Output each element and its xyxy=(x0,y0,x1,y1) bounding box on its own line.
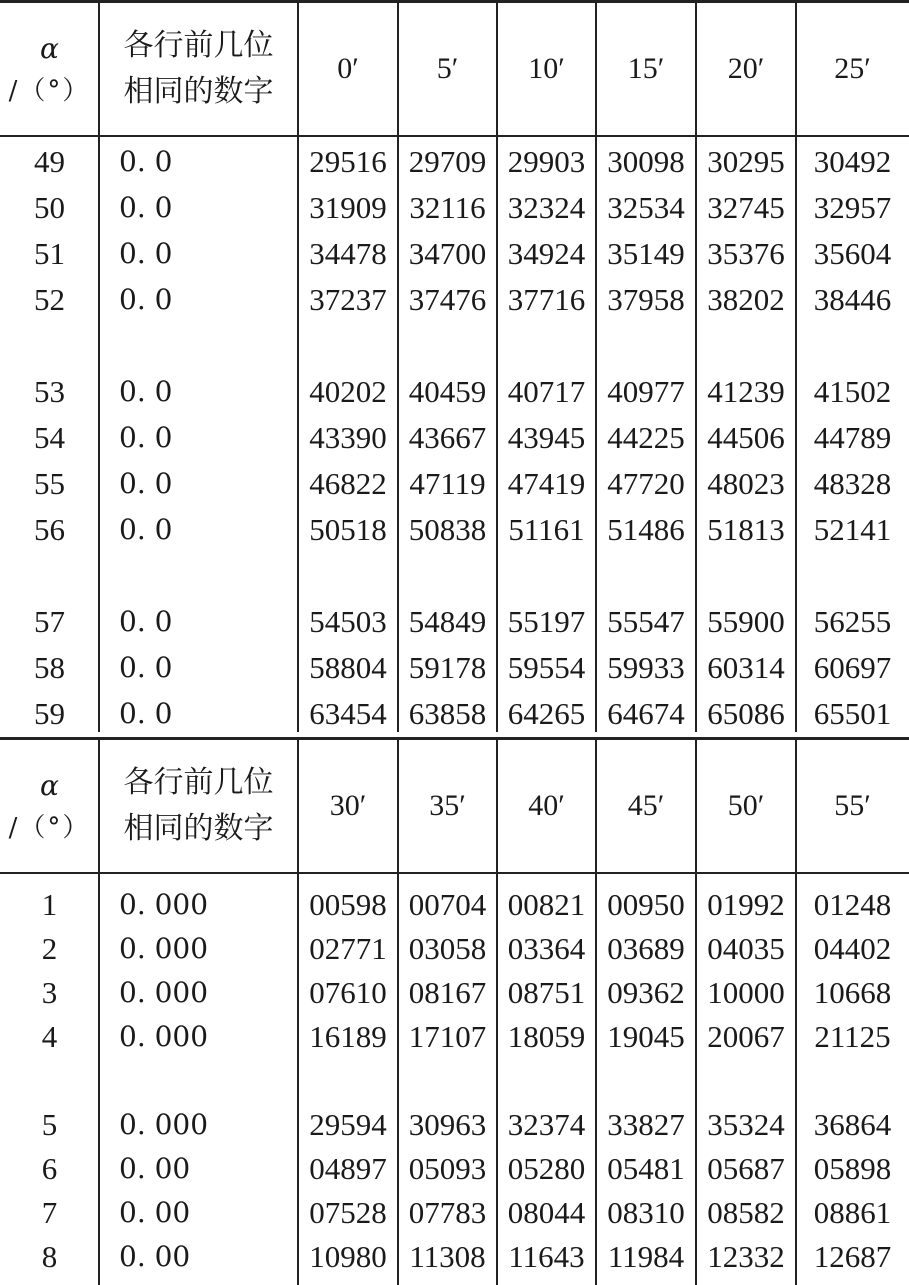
value-cell: 48023 xyxy=(707,466,785,501)
header-prefix xyxy=(99,740,298,872)
value-cell: 38202 xyxy=(707,282,785,317)
common-prefix: 0. 000 xyxy=(119,1108,209,1141)
header-minute: 35′ xyxy=(429,789,466,822)
header-prefix-line2: 相同的数字 xyxy=(123,811,274,846)
table-row xyxy=(0,507,909,553)
value-cell: 08044 xyxy=(507,1195,586,1230)
value-cell: 34924 xyxy=(507,236,586,271)
value-cell: 37958 xyxy=(607,282,685,317)
value-cell: 54849 xyxy=(408,604,487,639)
table-row xyxy=(0,599,909,645)
value-cell: 36864 xyxy=(813,1107,892,1142)
value-cell: 44506 xyxy=(707,420,785,455)
value-cell: 04402 xyxy=(813,931,892,966)
value-cell: 03058 xyxy=(408,931,487,966)
value-cell: 03689 xyxy=(607,931,685,966)
common-prefix: 0. 000 xyxy=(119,888,209,921)
value-cell: 56255 xyxy=(813,604,892,639)
value-cell: 59933 xyxy=(607,650,685,685)
value-cell: 07528 xyxy=(309,1195,387,1230)
angle-degree: 59 xyxy=(34,696,65,731)
value-cell: 05280 xyxy=(507,1151,586,1186)
value-cell: 50838 xyxy=(408,512,487,547)
value-cell: 32374 xyxy=(507,1107,586,1142)
value-cell: 60697 xyxy=(813,650,892,685)
table-row xyxy=(0,1014,909,1060)
value-cell: 08861 xyxy=(813,1195,892,1230)
table-row xyxy=(0,277,909,323)
value-cell: 07783 xyxy=(408,1195,487,1230)
value-cell: 65086 xyxy=(707,696,785,731)
value-cell: 37237 xyxy=(309,282,387,317)
value-cell: 30098 xyxy=(607,144,685,179)
value-cell: 32534 xyxy=(607,190,685,225)
common-prefix: 0. 000 xyxy=(119,976,209,1009)
value-cell: 29594 xyxy=(309,1107,387,1142)
value-cell: 46822 xyxy=(309,466,387,501)
value-cell: 00598 xyxy=(309,887,387,922)
value-cell: 54503 xyxy=(309,604,387,639)
header-minute: 50′ xyxy=(727,789,765,822)
value-cell: 41502 xyxy=(813,374,892,409)
value-cell: 10668 xyxy=(813,975,892,1010)
header-alpha-unit: /（°） xyxy=(8,76,91,106)
angle-degree: 6 xyxy=(41,1151,58,1186)
value-cell: 12332 xyxy=(707,1239,785,1274)
header-minute: 5′ xyxy=(436,52,459,85)
angle-degree: 5 xyxy=(41,1107,58,1142)
value-cell: 05481 xyxy=(607,1151,685,1186)
angle-degree: 2 xyxy=(41,931,58,966)
value-cell: 47720 xyxy=(607,466,685,501)
common-prefix: 0. 000 xyxy=(119,932,209,965)
value-cell: 35324 xyxy=(707,1107,785,1142)
value-cell: 43945 xyxy=(507,420,586,455)
header-minute: 55′ xyxy=(834,789,871,822)
common-prefix: 0. 0 xyxy=(119,421,173,454)
value-cell: 60314 xyxy=(707,650,785,685)
value-cell: 01248 xyxy=(813,887,892,922)
header-angle xyxy=(0,3,99,135)
value-cell: 35376 xyxy=(707,236,785,271)
value-cell: 30492 xyxy=(813,144,892,179)
angle-degree: 55 xyxy=(34,466,65,501)
table-row xyxy=(0,645,909,691)
value-cell: 02771 xyxy=(309,931,387,966)
value-cell: 58804 xyxy=(309,650,387,685)
value-cell: 34700 xyxy=(408,236,487,271)
value-cell: 40459 xyxy=(408,374,487,409)
value-cell: 17107 xyxy=(408,1019,487,1054)
common-prefix: 0. 00 xyxy=(119,1152,191,1185)
value-cell: 44225 xyxy=(607,420,685,455)
table-row xyxy=(0,415,909,461)
header-minute: 0′ xyxy=(337,52,359,85)
common-prefix: 0. 00 xyxy=(119,1240,191,1273)
table-row xyxy=(0,1146,909,1192)
angle-degree: 8 xyxy=(41,1239,58,1274)
value-cell: 63858 xyxy=(408,696,487,731)
value-cell: 00704 xyxy=(408,887,487,922)
header-prefix xyxy=(99,3,298,135)
table-header xyxy=(0,740,909,874)
value-cell: 63454 xyxy=(309,696,387,731)
common-prefix: 0. 0 xyxy=(119,513,173,546)
involute-table-lower xyxy=(0,737,909,1285)
angle-degree: 50 xyxy=(34,190,65,225)
angle-degree: 52 xyxy=(34,282,65,317)
value-cell: 30295 xyxy=(707,144,785,179)
common-prefix: 0. 000 xyxy=(119,1020,209,1053)
value-cell: 35149 xyxy=(607,236,685,271)
value-cell: 18059 xyxy=(507,1019,586,1054)
value-cell: 11308 xyxy=(409,1239,486,1274)
header-prefix-line1: 各行前几位 xyxy=(123,28,274,63)
value-cell: 41239 xyxy=(707,374,785,409)
value-cell: 00821 xyxy=(507,887,586,922)
value-cell: 52141 xyxy=(813,512,892,547)
value-cell: 11643 xyxy=(508,1239,585,1274)
table-row xyxy=(0,461,909,507)
table-row xyxy=(0,882,909,928)
value-cell: 08167 xyxy=(408,975,487,1010)
common-prefix: 0. 0 xyxy=(119,145,173,178)
value-cell: 64674 xyxy=(607,696,685,731)
angle-degree: 4 xyxy=(41,1019,58,1054)
value-cell: 21125 xyxy=(814,1019,891,1054)
value-cell: 08310 xyxy=(607,1195,685,1230)
value-cell: 44789 xyxy=(813,420,892,455)
angle-degree: 1 xyxy=(41,887,58,922)
angle-degree: 58 xyxy=(34,650,65,685)
value-cell: 08751 xyxy=(507,975,586,1010)
value-cell: 33827 xyxy=(607,1107,685,1142)
table-row xyxy=(0,231,909,277)
value-cell: 03364 xyxy=(507,931,586,966)
common-prefix: 0. 0 xyxy=(119,375,173,408)
common-prefix: 0. 0 xyxy=(119,651,173,684)
value-cell: 01992 xyxy=(707,887,785,922)
value-cell: 37716 xyxy=(507,282,586,317)
value-cell: 55547 xyxy=(607,604,685,639)
angle-degree: 51 xyxy=(34,236,65,271)
table-row xyxy=(0,691,909,737)
value-cell: 30963 xyxy=(408,1107,487,1142)
header-minute: 10′ xyxy=(528,52,565,85)
value-cell: 51161 xyxy=(508,512,585,547)
value-cell: 43667 xyxy=(408,420,487,455)
value-cell: 00950 xyxy=(607,887,685,922)
value-cell: 12687 xyxy=(813,1239,892,1274)
value-cell: 29903 xyxy=(507,144,586,179)
value-cell: 51813 xyxy=(707,512,785,547)
value-cell: 32324 xyxy=(507,190,586,225)
angle-degree: 53 xyxy=(34,374,65,409)
value-cell: 31909 xyxy=(309,190,387,225)
header-angle xyxy=(0,740,99,872)
table-row xyxy=(0,369,909,415)
header-alpha-symbol: α xyxy=(40,769,59,802)
value-cell: 29516 xyxy=(309,144,387,179)
value-cell: 19045 xyxy=(607,1019,685,1054)
value-cell: 16189 xyxy=(309,1019,387,1054)
value-cell: 35604 xyxy=(813,236,892,271)
value-cell: 32957 xyxy=(813,190,892,225)
header-alpha-unit: /（°） xyxy=(8,813,91,843)
value-cell: 55900 xyxy=(707,604,785,639)
value-cell: 04897 xyxy=(309,1151,387,1186)
value-cell: 40977 xyxy=(607,374,685,409)
value-cell: 09362 xyxy=(607,975,685,1010)
value-cell: 40717 xyxy=(507,374,586,409)
value-cell: 05687 xyxy=(707,1151,785,1186)
angle-degree: 56 xyxy=(34,512,65,547)
value-cell: 04035 xyxy=(707,931,785,966)
table-row xyxy=(0,1234,909,1280)
value-cell: 10000 xyxy=(707,975,785,1010)
common-prefix: 0. 0 xyxy=(119,283,173,316)
value-cell: 47119 xyxy=(409,466,486,501)
value-cell: 48328 xyxy=(813,466,892,501)
value-cell: 55197 xyxy=(507,604,586,639)
value-cell: 59178 xyxy=(408,650,487,685)
table-row xyxy=(0,926,909,972)
value-cell: 20067 xyxy=(707,1019,785,1054)
table-row xyxy=(0,185,909,231)
value-cell: 11984 xyxy=(607,1239,685,1274)
header-minute: 45′ xyxy=(627,789,665,822)
value-cell: 59554 xyxy=(507,650,586,685)
value-cell: 10980 xyxy=(309,1239,387,1274)
angle-degree: 3 xyxy=(41,975,58,1010)
value-cell: 34478 xyxy=(309,236,387,271)
table-header xyxy=(0,3,909,137)
table-row xyxy=(0,139,909,185)
value-cell: 05093 xyxy=(408,1151,487,1186)
value-cell: 43390 xyxy=(309,420,387,455)
value-cell: 65501 xyxy=(813,696,892,731)
common-prefix: 0. 0 xyxy=(119,191,173,224)
value-cell: 47419 xyxy=(507,466,586,501)
angle-degree: 54 xyxy=(34,420,65,455)
value-cell: 08582 xyxy=(707,1195,785,1230)
angle-degree: 57 xyxy=(34,604,65,639)
header-minute: 15′ xyxy=(627,52,665,85)
value-cell: 38446 xyxy=(813,282,892,317)
common-prefix: 0. 0 xyxy=(119,697,173,730)
value-cell: 07610 xyxy=(309,975,387,1010)
header-prefix-line1: 各行前几位 xyxy=(123,765,274,800)
table-body xyxy=(0,137,909,732)
header-minute: 25′ xyxy=(834,52,871,85)
header-prefix-line2: 相同的数字 xyxy=(123,74,274,109)
value-cell: 29709 xyxy=(408,144,487,179)
table-body xyxy=(0,874,909,1285)
value-cell: 40202 xyxy=(309,374,387,409)
table-row xyxy=(0,1190,909,1236)
value-cell: 32745 xyxy=(707,190,785,225)
value-cell: 50518 xyxy=(309,512,387,547)
header-minute: 20′ xyxy=(727,52,765,85)
header-minute: 40′ xyxy=(528,789,565,822)
value-cell: 37476 xyxy=(408,282,487,317)
value-cell: 64265 xyxy=(507,696,586,731)
common-prefix: 0. 0 xyxy=(119,605,173,638)
table-row xyxy=(0,970,909,1016)
table-row xyxy=(0,1102,909,1148)
angle-degree: 7 xyxy=(41,1195,58,1230)
common-prefix: 0. 0 xyxy=(119,467,173,500)
common-prefix: 0. 0 xyxy=(119,237,173,270)
header-minute: 30′ xyxy=(329,789,367,822)
angle-degree: 49 xyxy=(34,144,65,179)
value-cell: 32116 xyxy=(409,190,486,225)
value-cell: 05898 xyxy=(813,1151,892,1186)
header-alpha-symbol: α xyxy=(40,32,59,65)
common-prefix: 0. 00 xyxy=(119,1196,191,1229)
value-cell: 51486 xyxy=(607,512,685,547)
